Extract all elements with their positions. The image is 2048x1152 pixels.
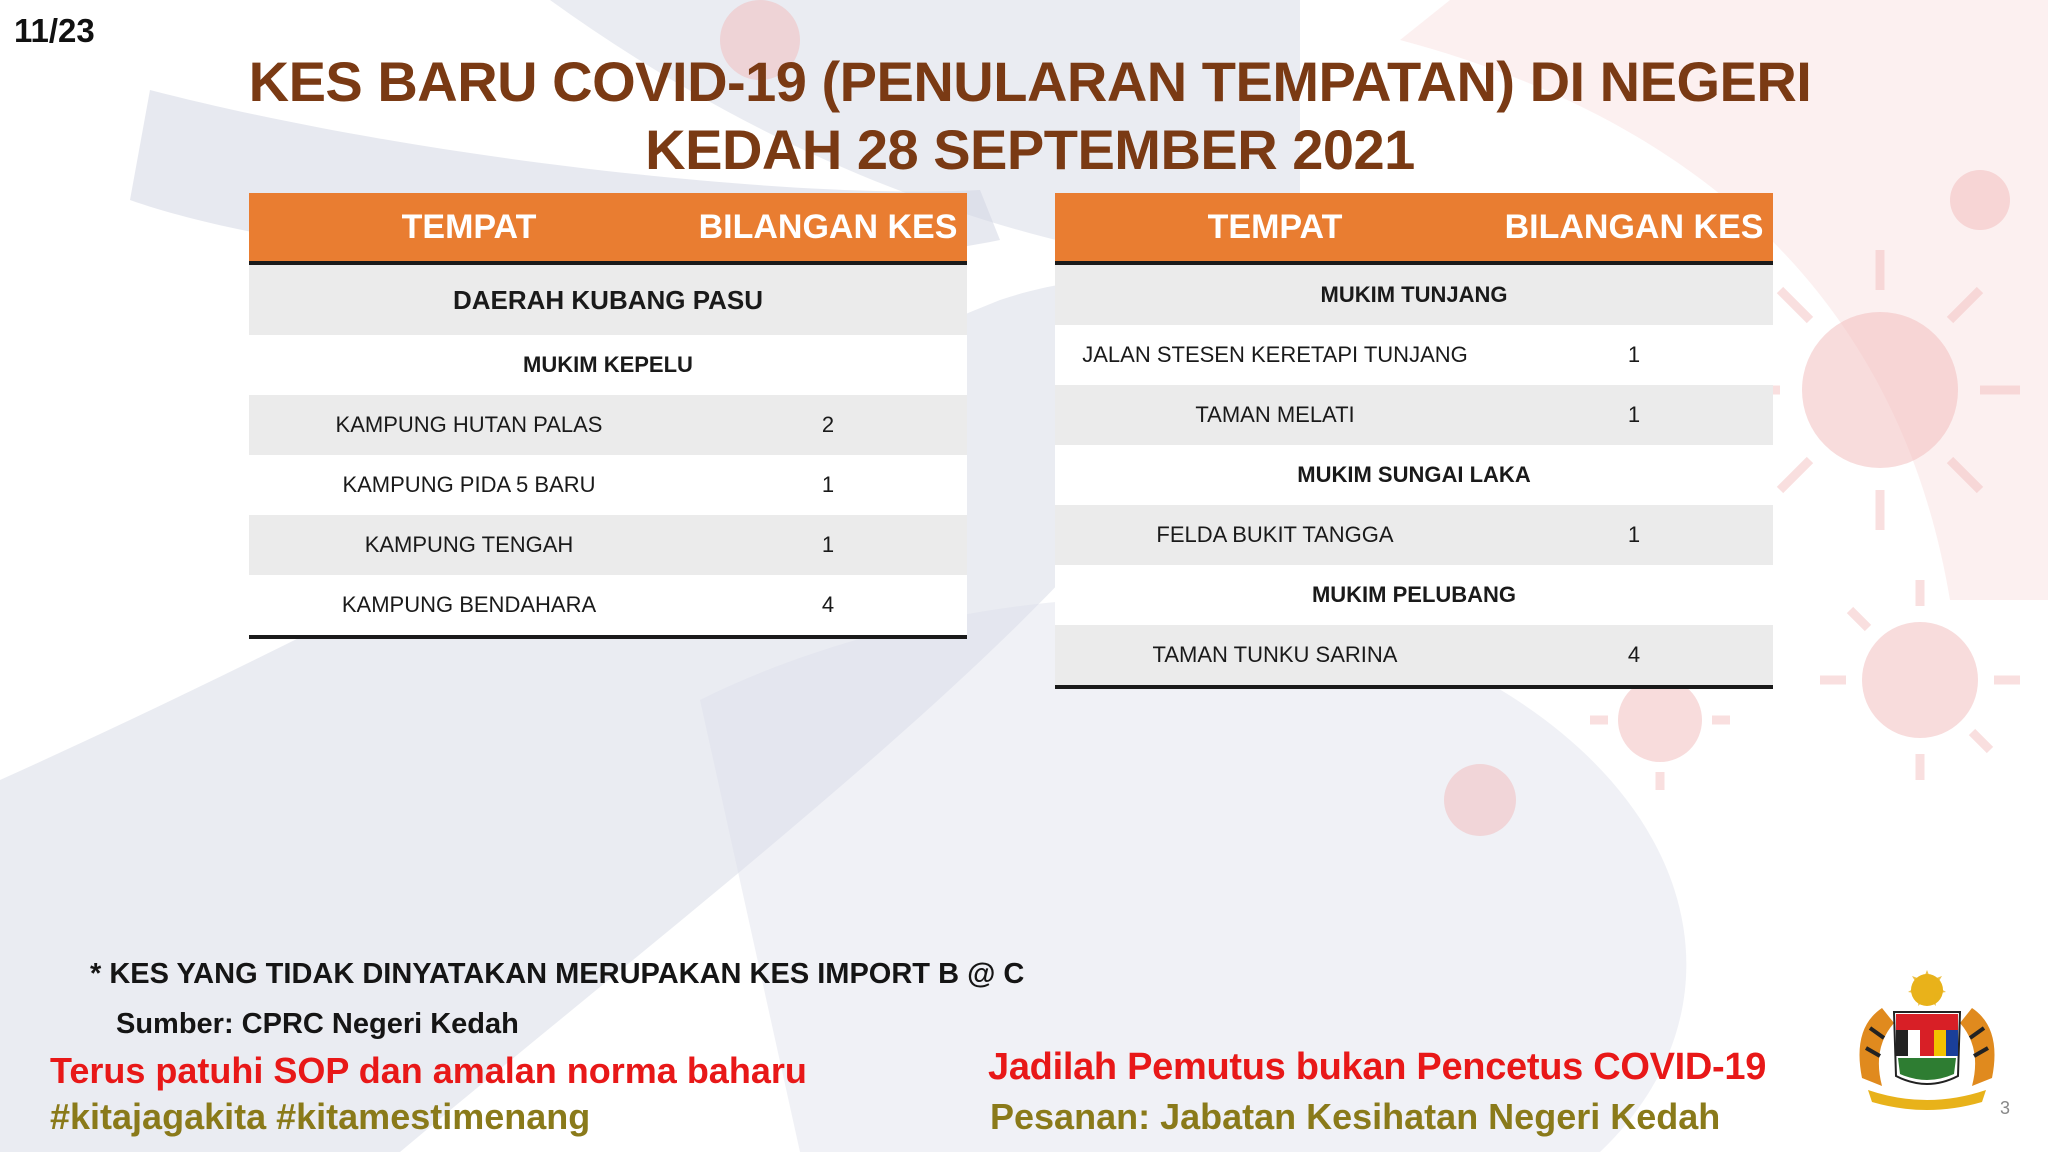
header-tempat: TEMPAT — [1207, 207, 1343, 246]
table-row — [249, 395, 967, 455]
table-row — [249, 575, 967, 639]
svg-text:3: 3 — [2000, 1098, 2011, 1118]
sop-reminder: Terus patuhi SOP dan amalan norma baharu — [50, 1050, 807, 1091]
place-cell: KAMPUNG BENDAHARA — [341, 592, 597, 617]
place-cell: KAMPUNG HUTAN PALAS — [335, 412, 603, 437]
table-header — [249, 193, 967, 265]
place-cell: KAMPUNG TENGAH — [364, 532, 574, 557]
table-row — [249, 455, 967, 515]
count-cell: 1 — [1627, 522, 1641, 547]
mukim-name: MUKIM KEPELU — [523, 352, 693, 377]
mukim-name: MUKIM PELUBANG — [1311, 582, 1517, 607]
place-cell: TAMAN MELATI — [1195, 402, 1355, 427]
slogan: Jadilah Pemutus bukan Pencetus COVID-19 — [988, 1046, 1767, 1088]
count-cell: 1 — [821, 472, 835, 497]
count-cell: 1 — [821, 532, 835, 557]
count-cell: 2 — [821, 412, 835, 437]
place-cell: JALAN STESEN KERETAPI TUNJANG — [1082, 342, 1468, 367]
mukim-row — [1055, 565, 1773, 625]
title-line-2: KEDAH 28 SEPTEMBER 2021 — [645, 118, 1415, 181]
right-case-table — [1055, 193, 1773, 689]
mukim-name: MUKIM TUNJANG — [1320, 282, 1508, 307]
place-cell: FELDA BUKIT TANGGA — [1156, 522, 1394, 547]
count-cell: 4 — [1627, 642, 1641, 667]
count-cell: 1 — [1627, 402, 1641, 427]
header-bilangan-kes: BILANGAN KES — [698, 207, 958, 246]
footnote: * KES YANG TIDAK DINYATAKAN MERUPAKAN KES IMPORT B @ C — [90, 958, 1025, 990]
malaysia-coat-of-arms-icon — [1832, 968, 2022, 1118]
table-row — [1055, 505, 1773, 565]
header-bilangan-kes: BILANGAN KES — [1504, 207, 1764, 246]
mukim-row — [1055, 445, 1773, 505]
source-text: Sumber: CPRC Negeri Kedah — [116, 1008, 519, 1040]
header-tempat: TEMPAT — [401, 207, 537, 246]
page-number: 11/23 — [14, 12, 95, 49]
page-title — [220, 48, 1840, 184]
district-name: DAERAH KUBANG PASU — [452, 284, 764, 315]
table-header — [1055, 193, 1773, 265]
table-row — [1055, 385, 1773, 445]
place-cell: KAMPUNG PIDA 5 BARU — [342, 472, 596, 497]
title-line-1: KES BARU COVID-19 (PENULARAN TEMPATAN) DI NEGERI — [248, 50, 1812, 113]
count-cell: 1 — [1627, 342, 1641, 367]
hashtags: #kitajagakita #kitamestimenang — [50, 1096, 591, 1137]
table-row — [249, 515, 967, 575]
left-case-table — [249, 193, 967, 639]
mukim-row — [1055, 265, 1773, 325]
district-row — [249, 265, 967, 335]
table-row — [1055, 625, 1773, 689]
mukim-row — [249, 335, 967, 395]
message-credit: Pesanan: Jabatan Kesihatan Negeri Kedah — [990, 1096, 1721, 1137]
mukim-name: MUKIM SUNGAI LAKA — [1297, 462, 1531, 487]
table-row — [1055, 325, 1773, 385]
count-cell: 4 — [821, 592, 835, 617]
place-cell: TAMAN TUNKU SARINA — [1152, 642, 1398, 667]
